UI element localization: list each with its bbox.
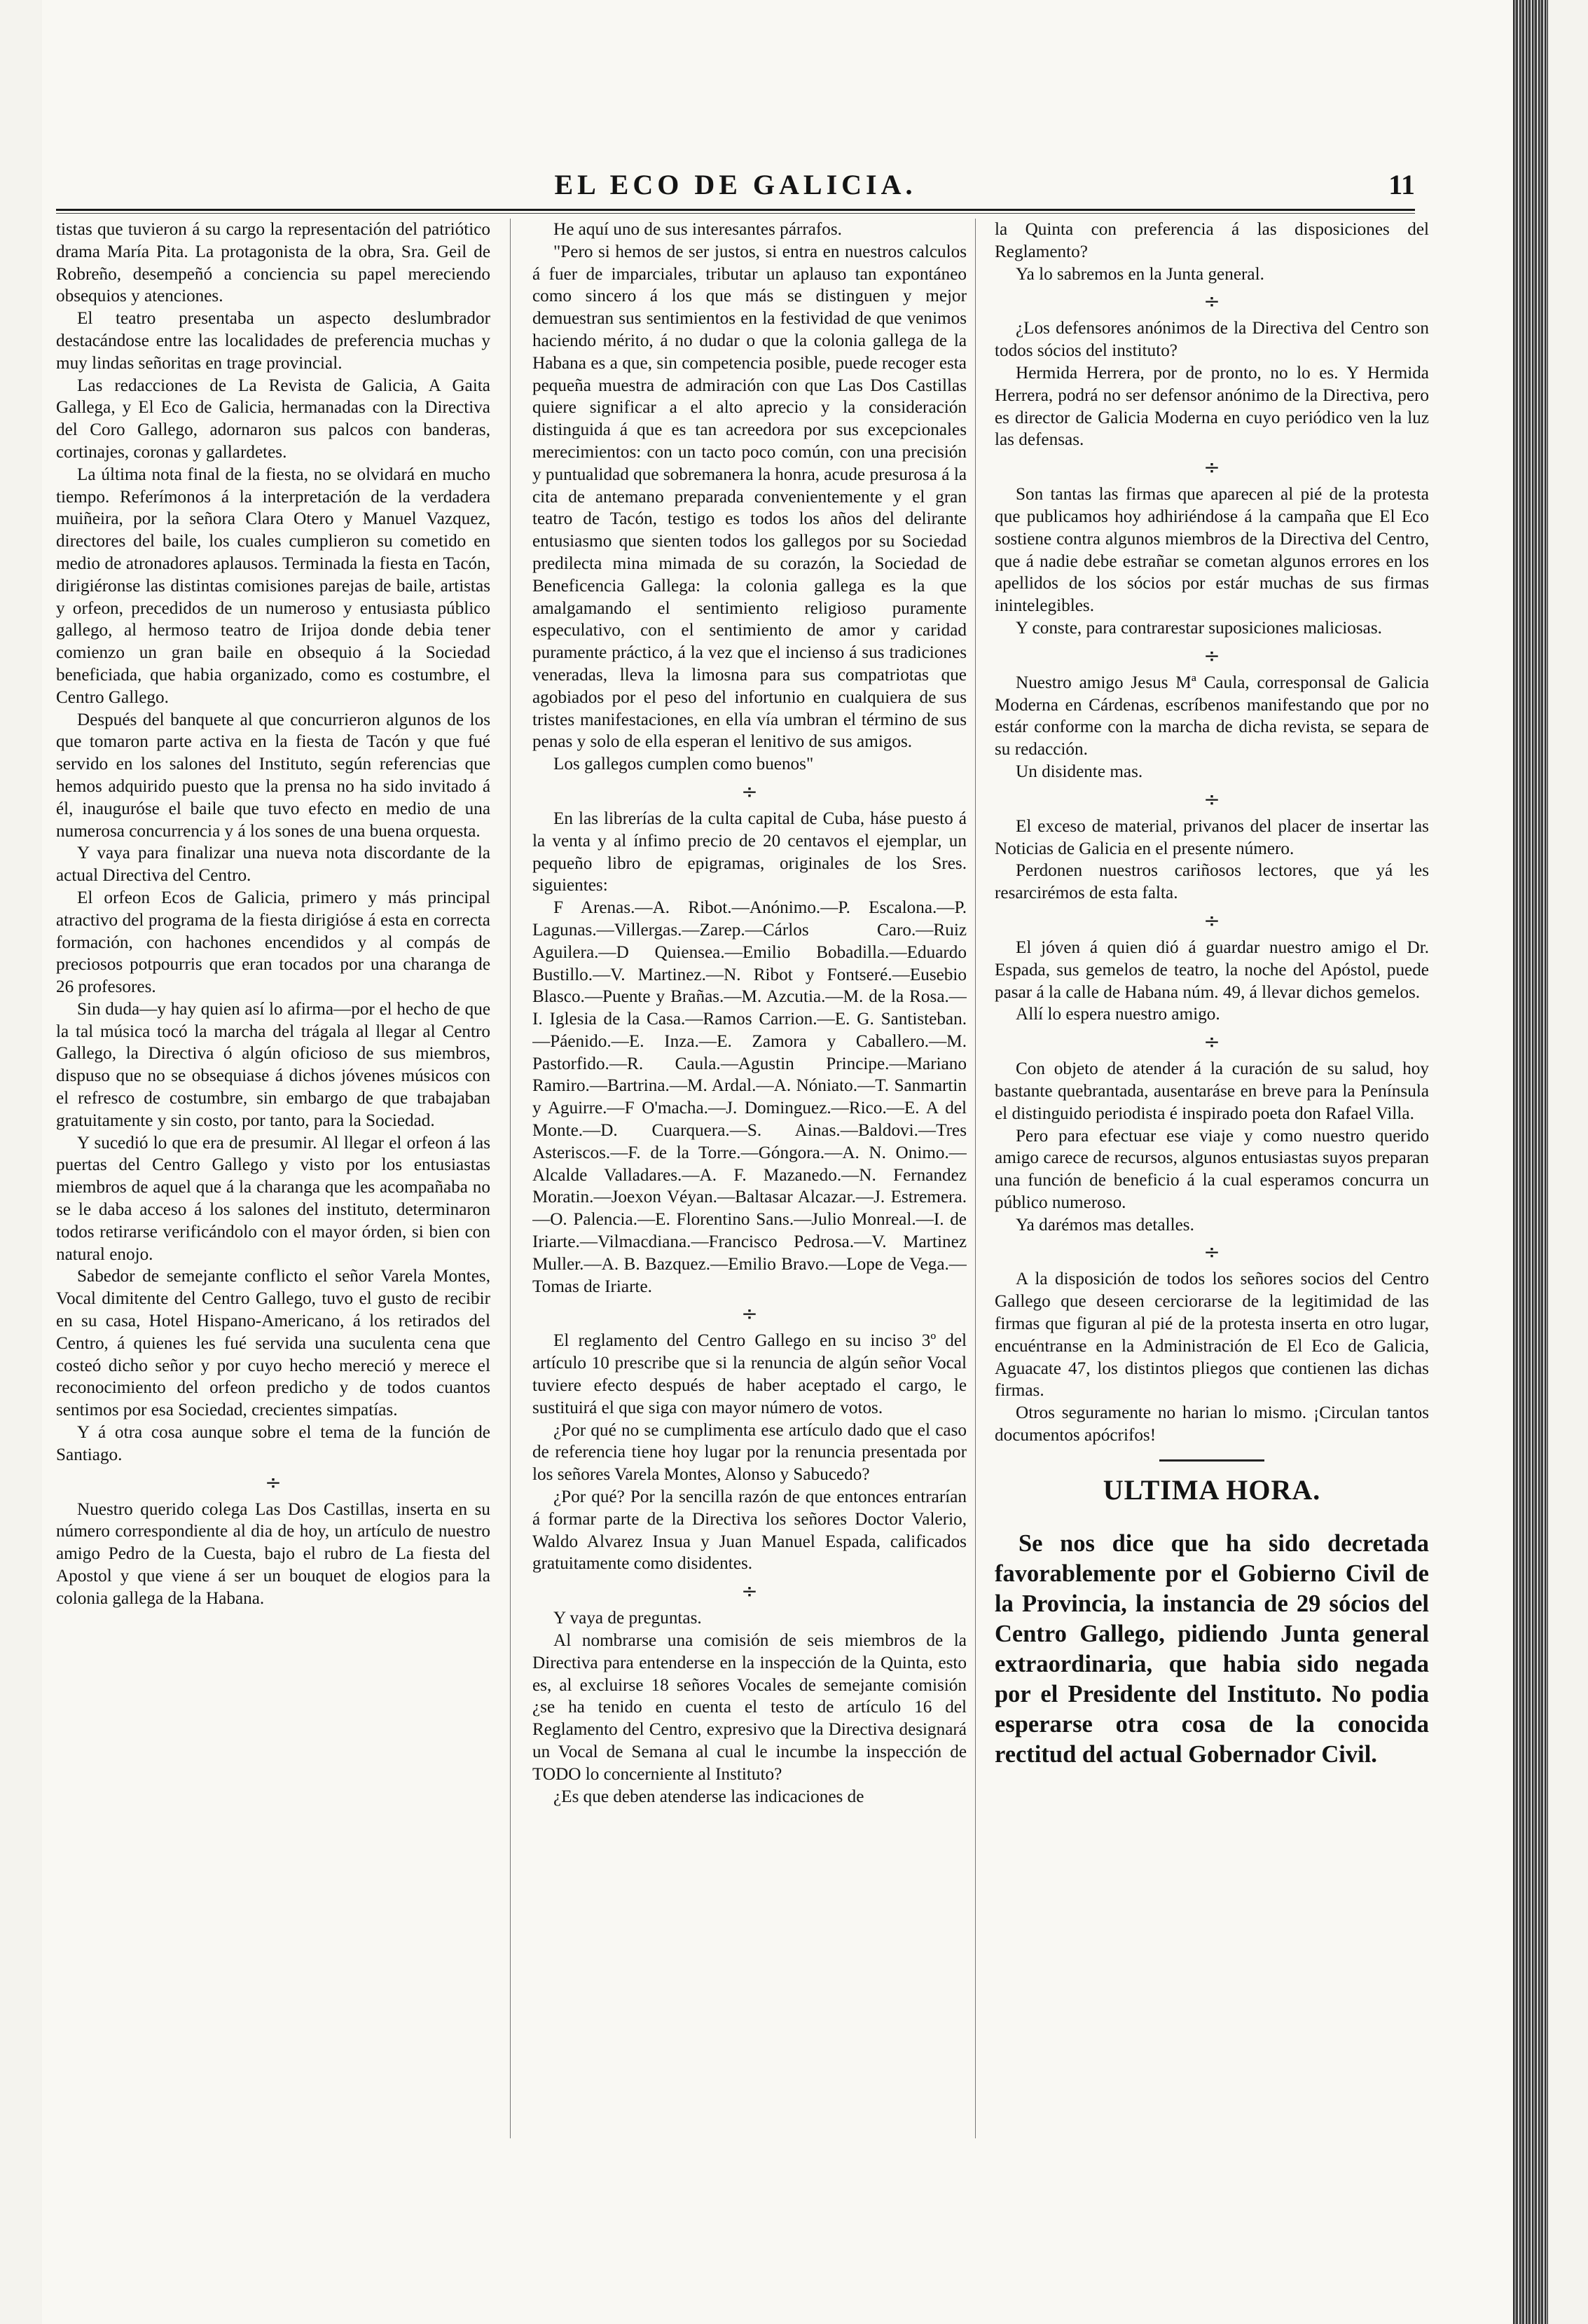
page-number: 11	[1388, 169, 1415, 200]
paragraph: Perdonen nuestros cariñosos lectores, que yá les resarcirémos de esta falta.	[995, 861, 1429, 903]
ornament-divider: ÷	[1203, 289, 1220, 313]
column-divider	[510, 219, 511, 2138]
paragraph: He aquí uno de sus interesantes párrafos.	[553, 220, 842, 239]
header-rule-thin	[56, 213, 1415, 214]
ultima-hora-heading: ULTIMA HORA.	[1103, 1473, 1321, 1506]
paragraph: la Quinta con preferencia á las disposiciones del Reglamento?	[995, 220, 1429, 261]
ultima-hora-notice	[995, 1529, 1429, 1770]
paragraph: Al nombrarse una comisión de seis miembros de la Directiva para entenderse en la inspección de la Quinta, esto es, al excluirse 18 señores Vocales de semejante comisión ¿se ha tenido en cuenta el testo de artículo 16 del Reglamento del Centro, expresivo que la Directiva designará un Vocal de Semana al cual le incumbe la inspección de TODO lo concerniente al Instituto?	[532, 1631, 967, 1784]
paragraph: ¿Los defensores anónimos de la Directiva del Centro son todos sócios del instituto?	[995, 319, 1429, 361]
paragraph: El teatro presentaba un aspecto deslumbrador destacándose entre las localidades de preferencia muchas y muy lindas señoritas en trage provincial.	[56, 309, 490, 373]
paragraph: "Pero si hemos de ser justos, si entra en nuestros calculos á fuer de imparciales, tributar un aplauso tan expontáneo como sincero á los que más se distinguen y mejor demuestran sus sentimientos en la festividad de que venimos haciendo mérito, á no dudar o que la colonia gallega de la Habana es a que, sin competencia posible, puede recoger esta pequeña muestra de admiración con que Las Dos Castillas quiere significar a el alto aprecio y la consideración distinguida á que es tan acreedora por sus excepcionales merecimientos: con un tacto poco común, con una precisión y puntualidad que sobremanera la honra, acude presurosa á la cita de antemano preparada convenientemente y el gran teatro de Tacón, testigo es todos los años del delirante entusiasmo que sienten todos los gallegos por su Sociedad predilecta mina mimada de su corazón, la Sociedad de Beneficencia Gallega: la colonia gallega es la que amalgamando el sentimiento religioso puramente especulativo, con el sentimiento de amor y caridad puramente práctico, á la vez que el incienso á sus tradiciones veneradas, lleva la limosna para sus compatriotas que agobiados por el peso del infortunio en cualquiera de sus tristes manifestaciones, en ella vía umbran el término de sus penas y solo de ella esperan el lenitivo de sus amigos.	[532, 242, 967, 752]
paragraph: ¿Es que deben atenderse las indicaciones de	[553, 1787, 864, 1806]
paragraph: Sabedor de semejante conflicto el señor Varela Montes, Vocal dimitente del Centro Gallego, tuvo el gusto de recibir en su casa, Hotel Hispano-Americano, á los retirados del Centro, á quienes les fué servida una suculenta cena que costeó dicho señor y por cuyo hecho mereció y merece el reconocimiento del orfeon predicho y de todos cuantos sentimos por esa Sociedad, crecientes simpatías.	[56, 1267, 490, 1420]
column-1	[56, 219, 490, 2152]
paragraph: El jóven á quien dió á guardar nuestro amigo el Dr. Espada, sus gemelos de teatro, la noche del Apóstol, puede pasar á la calle de Habana núm. 49, á llevar dichos gemelos.	[995, 937, 1429, 1002]
ornament-divider: ÷	[741, 1302, 758, 1326]
ornament-divider: ÷	[741, 1579, 758, 1603]
paragraph: ¿Por qué no se cumplimenta ese artículo dado que el caso de referencia tiene hoy lugar por la renuncia presentada por los señores Varela Montes, Alonso y Sabucedo?	[532, 1420, 967, 1485]
page-header	[56, 168, 1415, 202]
ornament-divider: ÷	[1203, 455, 1220, 479]
paragraph: Son tantas las firmas que aparecen al pié de la protesta que publicamos hoy adhiriéndose á la campaña que El Eco sostiene contra algunos miembros de la Directiva del Centro, que á nadie debe estrañar se cometan algunos errores en los apellidos de los sócios por estár muchas de sus firmas inintelegibles.	[995, 485, 1429, 616]
column-2	[532, 219, 967, 2152]
paragraph: ¿Por qué? Por la sencilla razón de que entonces entrarían á formar parte de la Directiva los señores Doctor Valerio, Waldo Alvarez Insua y Juan Manuel Espada, calificados gratuitamente como disidentes.	[532, 1487, 967, 1574]
paragraph: Ya darémos mas detalles.	[1016, 1215, 1194, 1235]
paragraph: Después del banquete al que concurrieron algunos de los que tomaron parte activa en la fiesta de Tacón y que fué servido en los salones del Instituto, según referencias que hemos adquirido puesto que la prensa no ha sido invitado á él, inauguróse el baile que tuvo efecto en medio de una numerosa concurrencia y á los sones de una buena orquesta.	[56, 710, 490, 841]
paragraph: A la disposición de todos los señores socios del Centro Gallego que deseen cerciorarse de la legitimidad de las firmas que figuran al pié de la protesta inserta en otro lugar, encuéntranse en la Administración de El Eco de Galicia, Aguacate 47, los distintos pliegos que contienen las dichas firmas.	[995, 1270, 1429, 1401]
ornament-divider: ÷	[1203, 787, 1220, 811]
ornament-divider: ÷	[1203, 908, 1220, 932]
paragraph: Y vaya de preguntas.	[553, 1609, 702, 1628]
paragraph: Con objeto de atender á la curación de su salud, hoy bastante quebrantada, ausentaráse en breve para la Península el distinguido periodista é inspirado poeta don Rafael Villa.	[995, 1059, 1429, 1123]
paragraph: Hermida Herrera, por de pronto, no lo es. Y Hermida Herrera, podrá no ser defensor anónimo de la Directiva, pero es director de Galicia Moderna en cuyo periódico ven la luz las defensas.	[995, 363, 1429, 450]
paragraph: En las librerías de la culta capital de Cuba, háse puesto á la venta y al ínfimo precio de 20 centavos el ejemplar, un pequeño libro de epigramas, originales de los Sres. siguientes:	[532, 809, 967, 895]
paragraph: Pero para efectuar ese viaje y como nuestro querido amigo carece de recursos, algunos entusiastas suyos preparan una función de beneficio á la cual esperamos concurra un público numeroso.	[995, 1126, 1429, 1212]
header-rule	[56, 209, 1415, 211]
ornament-divider: ÷	[1203, 643, 1220, 667]
column-divider	[975, 219, 976, 2138]
paragraph: Otros seguramente no harian lo mismo. ¡Circulan tantos documentos apócrifos!	[995, 1403, 1429, 1445]
paragraph: Allí lo espera nuestro amigo.	[1016, 1005, 1220, 1024]
paragraph: El exceso de material, privanos del placer de insertar las Noticias de Galicia en el presente número.	[995, 816, 1429, 858]
paragraph: El orfeon Ecos de Galicia, primero y más principal atractivo del programa de la fiesta dirigióse á esta en correcta formación, con hachones encendidos y al compás de preciosos potpourris que eran tocados por una charanga de 26 profesores.	[56, 888, 490, 997]
ornament-divider: ÷	[1203, 1030, 1220, 1054]
ornament-divider: ÷	[1203, 1240, 1220, 1264]
binding-edge	[1513, 0, 1548, 2324]
paragraph: El reglamento del Centro Gallego en su inciso 3º del artículo 10 prescribe que si la renuncia de algún señor Vocal tuviere efecto después de haber aceptado el cargo, le sustituirá el que siga con mayor número de votos.	[532, 1331, 967, 1417]
paragraph: Y conste, para contrarestar suposiciones maliciosas.	[1016, 618, 1382, 638]
paragraph: Y vaya para finalizar una nueva nota discordante de la actual Directiva del Centro.	[56, 844, 490, 886]
paragraph: Y sucedió lo que era de presumir. Al llegar el orfeon á las puertas del Centro Gallego y visto por los entusiastas miembros de aquel que á la charanga que les acompañaba no se le daba acceso á los salones del instituto, determinaron todos retirarse verificándolo con el mayor órden, si bien con natural enojo.	[56, 1133, 490, 1264]
masthead: EL ECO DE GALICIA.	[554, 169, 917, 200]
paragraph: tistas que tuvieron á su cargo la representación del patriótico drama María Pita. La protagonista de la obra, Sra. Geil de Robreño, desempeñó a conciencia su papel mereciendo obsequios y atenciones.	[56, 220, 490, 306]
column-3	[995, 219, 1429, 2152]
ornament-divider: ÷	[265, 1470, 282, 1494]
paragraph: Las redacciones de La Revista de Galicia, A Gaita Gallega, y El Eco de Galicia, hermanadas con la Directiva del Coro Gallego, adornaron sus palcos con banderas, cortinajes, coronas y gallardetes.	[56, 376, 490, 462]
paragraph: Un disidente mas.	[1016, 762, 1143, 781]
paragraph: Nuestro amigo Jesus Mª Caula, corresponsal de Galicia Moderna en Cárdenas, escríbenos manifestando que por no estár conforme con la marcha de dicha revista, se separa de su redacción.	[995, 673, 1429, 759]
ultima-hora-text: Se nos dice que ha sido decretada favorablemente por el Gobierno Civil de la Provincia, la instancia de 29 sócios del Centro Gallego, pidiendo Junta general extraordinaria, que habia sido negada por el Presidente del Instituto. No podia esperarse otra cosa de la conocida rectitud del actual Gobernador Civil.	[995, 1529, 1429, 1768]
ornament-divider: ÷	[741, 779, 758, 803]
paragraph: Nuestro querido colega Las Dos Castillas, inserta en su número correspondiente al dia de hoy, un artículo de nuestro amigo Pedro de la Cuesta, bajo el rubro de La fiesta del Apostol y que viene á ser un bouquet de elogios para la colonia gallega de la Habana.	[56, 1499, 490, 1608]
paragraph: Ya lo sabremos en la Junta general.	[1016, 264, 1264, 284]
paragraph: Y á otra cosa aunque sobre el tema de la función de Santiago.	[56, 1423, 490, 1464]
paragraph: La última nota final de la fiesta, no se olvidará en mucho tiempo. Referímonos á la interpretación de la verdadera muiñeira, por la señora Clara Otero y Manuel Vazquez, directores del baile, los cuales cumplieron su cometido en medio de atronadores aplausos. Terminada la fiesta en Tacón, dirigiéronse las distintas comisiones parejas de baile, artistas y orfeon, precedidos de un numeroso y entusiasta público gallego, al hermoso teatro de Irijoa donde debia tener comienzo un gran baile en obsequio á la Sociedad beneficiada, que habia organizado, como es costumbre, el Centro Gallego.	[56, 465, 490, 707]
paragraph: F Arenas.—A. Ribot.—Anónimo.—P. Escalona.—P. Lagunas.—Villergas.—Zarep.—Cárlos Caro.—Ruiz Aguilera.—D Quiensea.—Emilio Bobadilla.—Eduardo Bustillo.—V. Martinez.—N. Ribot y Fontseré.—Eusebio Blasco.—Puente y Brañas.—M. Azcutia.—M. de la Rosa.—I. Iglesia de la Casa.—Ramos Carrion.—E. G. Santisteban.—Páenido.—E. Inza.—E. Zamora y Caballero.—M. Pastorfido.—R. Caula.—Agustin Principe.—Mariano Ramiro.—Bartrina.—M. Ardal.—A. Nóniato.—T. Sanmartin y Aguirre.—F O'macha.—J. Dominguez.—Rico.—E. A del Monte.—D. Cuarquera.—S. Ainas.—Baldovi.—Tres Asteriscos.—F. de la Torre.—Góngora.—A. N. Onimo.—Alcalde Valladares.—A. F. Mazanedo.—N. Fernandez Moratin.—Joexon Véyan.—Baltasar Alcazar.—J. Estremera.—O. Palencia.—E. Florentino Sans.—Julio Monreal.—I. de Iriarte.—Vilmacdiana.—Francisco Pedrosa.—V. Martinez Muller.—A. B. Bazquez.—Emilio Bravo.—Lope de Vega.—Tomas de Iriarte.	[532, 898, 967, 1296]
paragraph: Sin duda—y hay quien así lo afirma—por el hecho de que la tal música tocó la marcha del trágala al llegar al Centro Gallego, la Directiva ó algún oficioso de sus miembros, dispuso que no se obsequiase á dichos jóvenes músicos con el refresco de costumbre, sin embargo de que trabajaban gratuitamente y sin costo, por tanto, para la Sociedad.	[56, 999, 490, 1130]
paragraph: Los gallegos cumplen como buenos"	[553, 755, 814, 774]
section-rule	[1159, 1459, 1264, 1462]
